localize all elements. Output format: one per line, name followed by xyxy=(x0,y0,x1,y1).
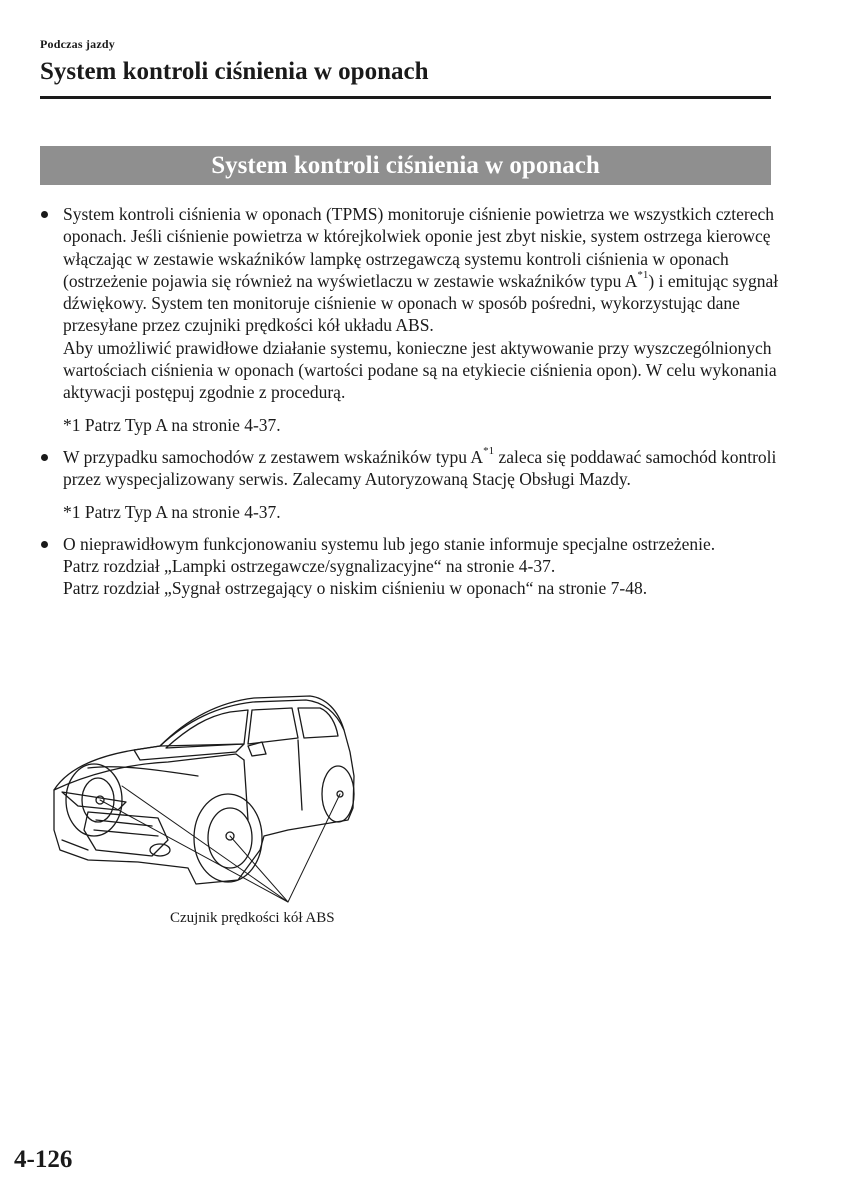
paragraph: Patrz rozdział „Sygnał ostrzegający o niskim ciśnieniu w oponach“ na stronie 7-48. xyxy=(63,578,648,599)
page-number: 4-126 xyxy=(14,1146,73,1173)
text-run: System kontroli ciśnienia w oponach (TPMS) monitoruje ciśnienie powietrza we wszystkich czterech oponach. Jeśli ciśnienie powietrza w którejkolwiek oponie jest zbyt niskie, system ostrzega kierowcę włączając w zestawie wskaźników lampkę ostrzegawczą systemu kontroli ciśnienia w oponach (ostrzeżenie pojawia się również na wyświetlaczu w zestawie wskaźników typu A xyxy=(63,204,774,291)
footnote: *1 Patrz Typ A na stronie 4-37. xyxy=(63,414,281,435)
car-illustration xyxy=(48,690,360,910)
paragraph: O nieprawidłowym funkcjonowaniu systemu lub jego stanie informuje specjalne ostrzeżenie. xyxy=(63,533,716,554)
paragraph: Aby umożliwić prawidłowe działanie systemu, konieczne jest aktywowanie przy wyszczególnionych wartościach ciśnienia w oponach (wartości podane są na etykiecie ciśnienia opon). W celu wykonania aktywacji postępuj zgodnie z procedurą. xyxy=(63,337,777,403)
footnote: *1 Patrz Typ A na stronie 4-37. xyxy=(63,501,281,522)
bullet-dot-icon xyxy=(41,454,48,461)
header-divider xyxy=(40,96,771,99)
figure-caption: Czujnik prędkości kół ABS xyxy=(170,910,335,926)
bullet-dot-icon xyxy=(41,541,48,548)
section-label: Podczas jazdy xyxy=(40,37,115,51)
bullet-item xyxy=(40,533,780,600)
paragraph xyxy=(63,446,780,491)
text-run: ) i emitując sygnał dźwiękowy. System ten monitoruje ciśnienie w oponach w sposób pośredni, wykorzystując dane przesyłane przez czujniki prędkości kół układu ABS. xyxy=(63,270,779,336)
bullet-item xyxy=(40,446,780,491)
paragraph xyxy=(63,203,780,337)
text-run: zaleca się poddawać samochód kontroli przez wyspecjalizowany serwis. Zalecamy Autoryzowaną Stację Obsługi Mazdy. xyxy=(63,446,777,490)
section-banner xyxy=(40,146,771,185)
footnote-marker: *1 xyxy=(483,445,495,458)
main-content xyxy=(40,203,780,600)
footnote-marker: *1 xyxy=(637,269,649,282)
paragraph: Patrz rozdział „Lampki ostrzegawcze/sygnalizacyjne“ na stronie 4-37. xyxy=(63,556,556,577)
text-run: W przypadku samochodów z zestawem wskaźników typu A xyxy=(63,446,484,467)
bullet-dot-icon xyxy=(41,211,48,218)
page-title: System kontroli ciśnienia w oponach xyxy=(40,58,429,85)
banner-title: System kontroli ciśnienia w oponach xyxy=(211,151,600,179)
bullet-item xyxy=(40,203,780,404)
